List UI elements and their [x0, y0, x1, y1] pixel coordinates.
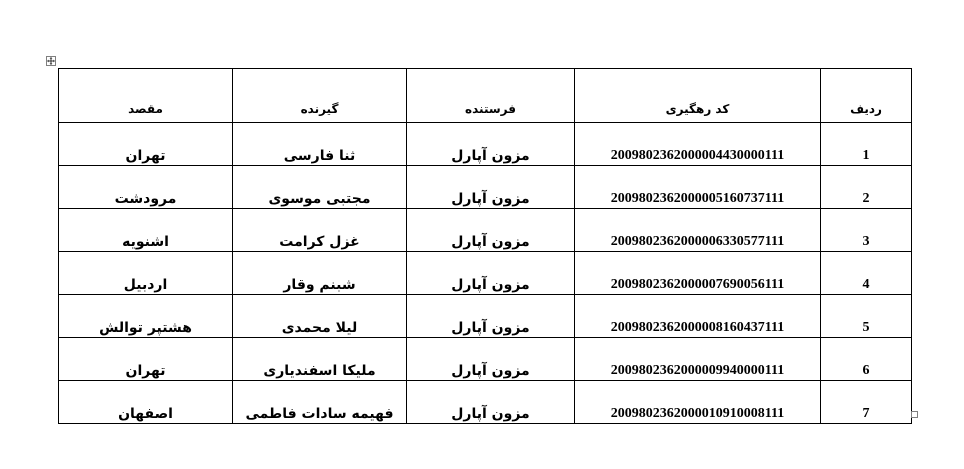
header-destination: مقصد: [59, 69, 233, 123]
cell-sender: مزون آپارل: [407, 209, 575, 252]
cell-row-number: 4: [821, 252, 912, 295]
table-row: [59, 166, 912, 209]
cell-receiver: مجتبی موسوی: [233, 166, 407, 209]
cell-tracking-code: 2009802362000004430000111: [575, 123, 821, 166]
cell-row-number: 6: [821, 338, 912, 381]
cell-row-number: 3: [821, 209, 912, 252]
table-row: [59, 123, 912, 166]
table-move-handle-icon[interactable]: [46, 56, 56, 66]
cell-tracking-code: 2009802362000005160737111: [575, 166, 821, 209]
cell-sender: مزون آپارل: [407, 252, 575, 295]
cell-receiver: فهیمه سادات فاطمی: [233, 381, 407, 424]
table-row: [59, 381, 912, 424]
table-row: [59, 338, 912, 381]
cell-tracking-code: 2009802362000007690056111: [575, 252, 821, 295]
cell-receiver: شبنم وقار: [233, 252, 407, 295]
cell-tracking-code: 2009802362000006330577111: [575, 209, 821, 252]
cell-destination: اصفهان: [59, 381, 233, 424]
cell-destination: اردبیل: [59, 252, 233, 295]
cell-receiver: ملیکا اسفندیاری: [233, 338, 407, 381]
cell-row-number: 2: [821, 166, 912, 209]
table-row: [59, 295, 912, 338]
cell-destination: هشتپر توالش: [59, 295, 233, 338]
cell-destination: مرودشت: [59, 166, 233, 209]
cell-destination: تهران: [59, 123, 233, 166]
cell-destination: تهران: [59, 338, 233, 381]
cell-sender: مزون آپارل: [407, 166, 575, 209]
cell-tracking-code: 2009802362000009940000111: [575, 338, 821, 381]
cell-receiver: غزل کرامت: [233, 209, 407, 252]
table-row: [59, 252, 912, 295]
cell-row-number: 7: [821, 381, 912, 424]
header-tracking-code: کد رهگیری: [575, 69, 821, 123]
header-receiver: گیرنده: [233, 69, 407, 123]
table-resize-handle-icon[interactable]: [911, 411, 918, 418]
header-sender: فرستنده: [407, 69, 575, 123]
cell-receiver: لیلا محمدی: [233, 295, 407, 338]
cell-row-number: 1: [821, 123, 912, 166]
table-header-row: [59, 69, 912, 123]
cell-row-number: 5: [821, 295, 912, 338]
table-row: [59, 209, 912, 252]
cell-tracking-code: 2009802362000010910008111: [575, 381, 821, 424]
cell-tracking-code: 2009802362000008160437111: [575, 295, 821, 338]
tracking-table: [58, 68, 912, 424]
cell-sender: مزون آپارل: [407, 338, 575, 381]
header-row-number: ردیف: [821, 69, 912, 123]
cell-receiver: ثنا فارسی: [233, 123, 407, 166]
cell-sender: مزون آپارل: [407, 295, 575, 338]
move-arrows-icon: [47, 57, 55, 65]
cell-destination: اشنویه: [59, 209, 233, 252]
cell-sender: مزون آپارل: [407, 123, 575, 166]
cell-sender: مزون آپارل: [407, 381, 575, 424]
